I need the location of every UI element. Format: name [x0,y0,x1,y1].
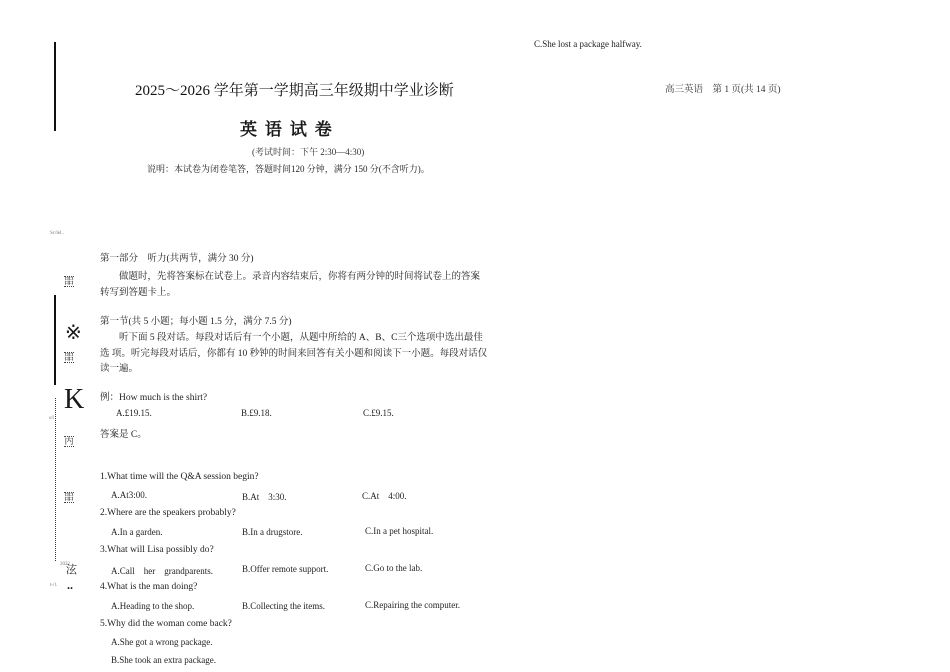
page-info: 高三英语 第 1 页(共 14 页) [665,85,781,95]
question-1-option-b: B.At 3:30. [242,492,287,502]
section-title: 第一节(共 5 小题；每小题 1.5 分，满分 7.5 分) [100,317,292,327]
margin-seal-mark: 泫 [66,564,77,576]
question-3: 3.What will Lisa possibly do? [100,545,214,555]
question-5: 5.Why did the woman come back? [100,619,232,629]
question-3-option-b: B.Offer remote support. [242,564,329,574]
margin-seal-mark: 㗊 [64,276,74,286]
margin-tiny-text: t-/l. [50,583,58,588]
question-1-option-a: A.At3:00. [111,490,147,500]
margin-dotted-line [55,398,56,561]
question-1: 1.What time will the Q&A session begin? [100,472,259,482]
example-option-b: B.£9.18. [241,408,272,418]
question-2: 2.Where are the speakers probably? [100,508,236,518]
question-4: 4.What is the man doing? [100,582,198,592]
example-option-c: C.£9.15. [363,408,394,418]
margin-tiny-text: s/l [49,416,54,421]
subject-title: 英 语 试 卷 [240,120,333,140]
exam-note: 说明：本试卷为闭卷笔答，答题时间120 分钟，满分 150 分(不含听力)。 [147,164,430,174]
example-answer: 答案是 C。 [100,430,147,440]
question-3-option-c: C.Go to the lab. [365,563,423,573]
question-2-option-c: C.In a pet hospital. [365,526,434,536]
question-1-option-c: C.At 4:00. [362,491,407,501]
question-2-option-a: A.In a garden. [111,527,163,537]
question-4-option-a: A.Heading to the shop. [111,601,195,611]
margin-seal-mark: 㗊 [64,352,74,362]
question-3-option-a: A.Call her grandparents. [111,566,213,576]
margin-reference-symbol: ※ [65,322,82,344]
question-4-option-b: B.Collecting the items. [242,601,325,611]
question-5-option-b: B.She took an extra package. [111,655,216,665]
margin-seal-mark: 内 [64,436,74,446]
example-question: 例：How much is the shirt? [100,393,208,403]
question-2-option-b: B.In a drugstore. [242,527,303,537]
part-title: 第一部分 听力(共两节，满分 30 分) [100,254,254,264]
question-5-option-c: C.She lost a package halfway. [534,39,642,49]
question-4-option-c: C.Repairing the computer. [365,600,460,610]
section-intro: 听下面 5 段对话。每段对话后有一个小题，从题中所给的 A、B、C三个选项中选出最佳选 项。听完每段对话后，你都有 10 秒钟的时间来回答有关小题和阅读下一小题。每段对话仅 读一遍。 [100,333,497,374]
margin-letter-k: K [64,384,85,415]
part-intro: 做题时，先将答案标在试卷上。录音内容结束后，你将有两分钟的时间将试卷上的答案转写到答题卡上。 [100,272,481,298]
margin-tiny-text: 2022 [60,562,70,567]
example-option-a: A.£19.15. [116,408,152,418]
margin-seal-mark: 㗊 [64,492,74,502]
margin-rule-mid [54,295,56,385]
margin-dots: .. [67,578,73,592]
margin-tiny-text: Sc/lel.. [50,231,64,236]
margin-rule-top [54,42,56,131]
question-5-option-a: A.She got a wrong package. [111,637,213,647]
exam-title: 2025～2026 学年第一学期高三年级期中学业诊断 [135,83,454,99]
exam-time: (考试时间：下午 2:30—4:30) [252,147,365,157]
